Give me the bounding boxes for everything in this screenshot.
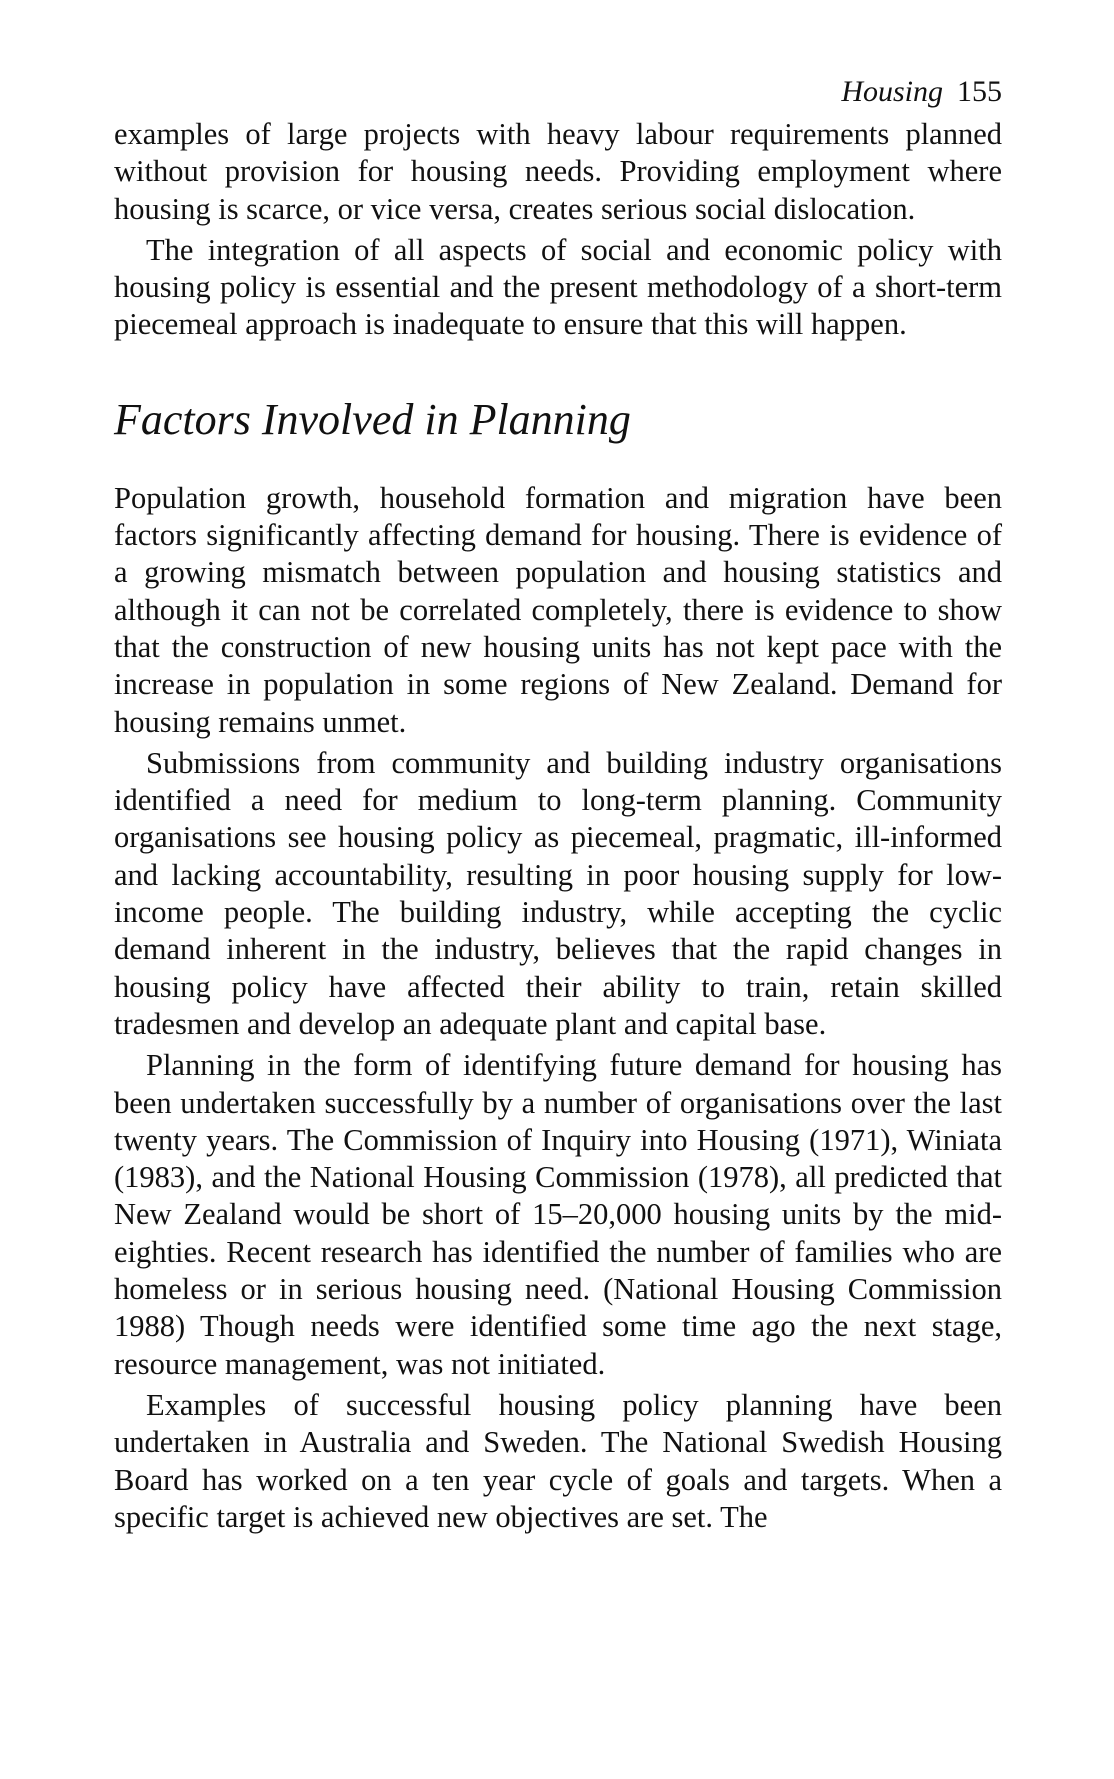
paragraph: Planning in the form of identifying future demand for housing has been undertaken successfully by a number of organisations over the last twenty years. The Commission of Inquiry into Housing (1971), Winiata (1983), and the National Housing Commission (1978), all predicted that New Zealand would be short of 15–20,000 housing units by the mid-eighties. Recent research has identified the number of families who are homeless or in serious housing need. (National Housing Commission 1988) Though needs were identified some time ago the next stage, resource management, was not initiated.	[114, 1048, 1002, 1381]
paragraph: Population growth, household formation and migration have been factors significantly affecting demand for housing. There is evidence of a growing mismatch between population and housing statistics and although it can not be correlated completely, there is evidence to show that the construction of new housing units has not kept pace with the increase in population in some regions of New Zealand. Demand for housing remains unmet.	[114, 480, 1002, 739]
paragraph: Examples of successful housing policy planning have been undertaken in Australia and Sweden. The National Swedish Housing Board has worked on a ten year cycle of goals and targets. When a specific target is achieved new objectives are set. The	[114, 1387, 1002, 1534]
section-heading: Factors Involved in Planning	[114, 394, 631, 444]
paragraph: Submissions from community and building industry organisations identified a need for medium to long-term planning. Community organisations see housing policy as piecemeal, pragmatic, ill-informed and lacking accountability, resulting in poor housing supply for low-income people. The building industry, while accepting the cyclic demand inherent in the industry, believes that the rapid changes in housing policy have affected their ability to train, retain skilled tradesmen and develop an adequate plant and capital base.	[114, 745, 1002, 1041]
book-page	[114, 72, 1002, 1536]
body-text	[114, 116, 1002, 1536]
running-head	[114, 72, 1002, 116]
page-number: 155	[957, 75, 1002, 108]
running-head-title: Housing	[841, 75, 943, 108]
paragraph: The integration of all aspects of social and economic policy with housing policy is essential and the present methodology of a short-term piecemeal approach is inadequate to ensure that this will happen.	[114, 232, 1002, 342]
paragraph: examples of large projects with heavy labour requirements planned without provision for housing needs. Providing employment where housing is scarce, or vice versa, creates serious social dislocation.	[114, 117, 1002, 226]
